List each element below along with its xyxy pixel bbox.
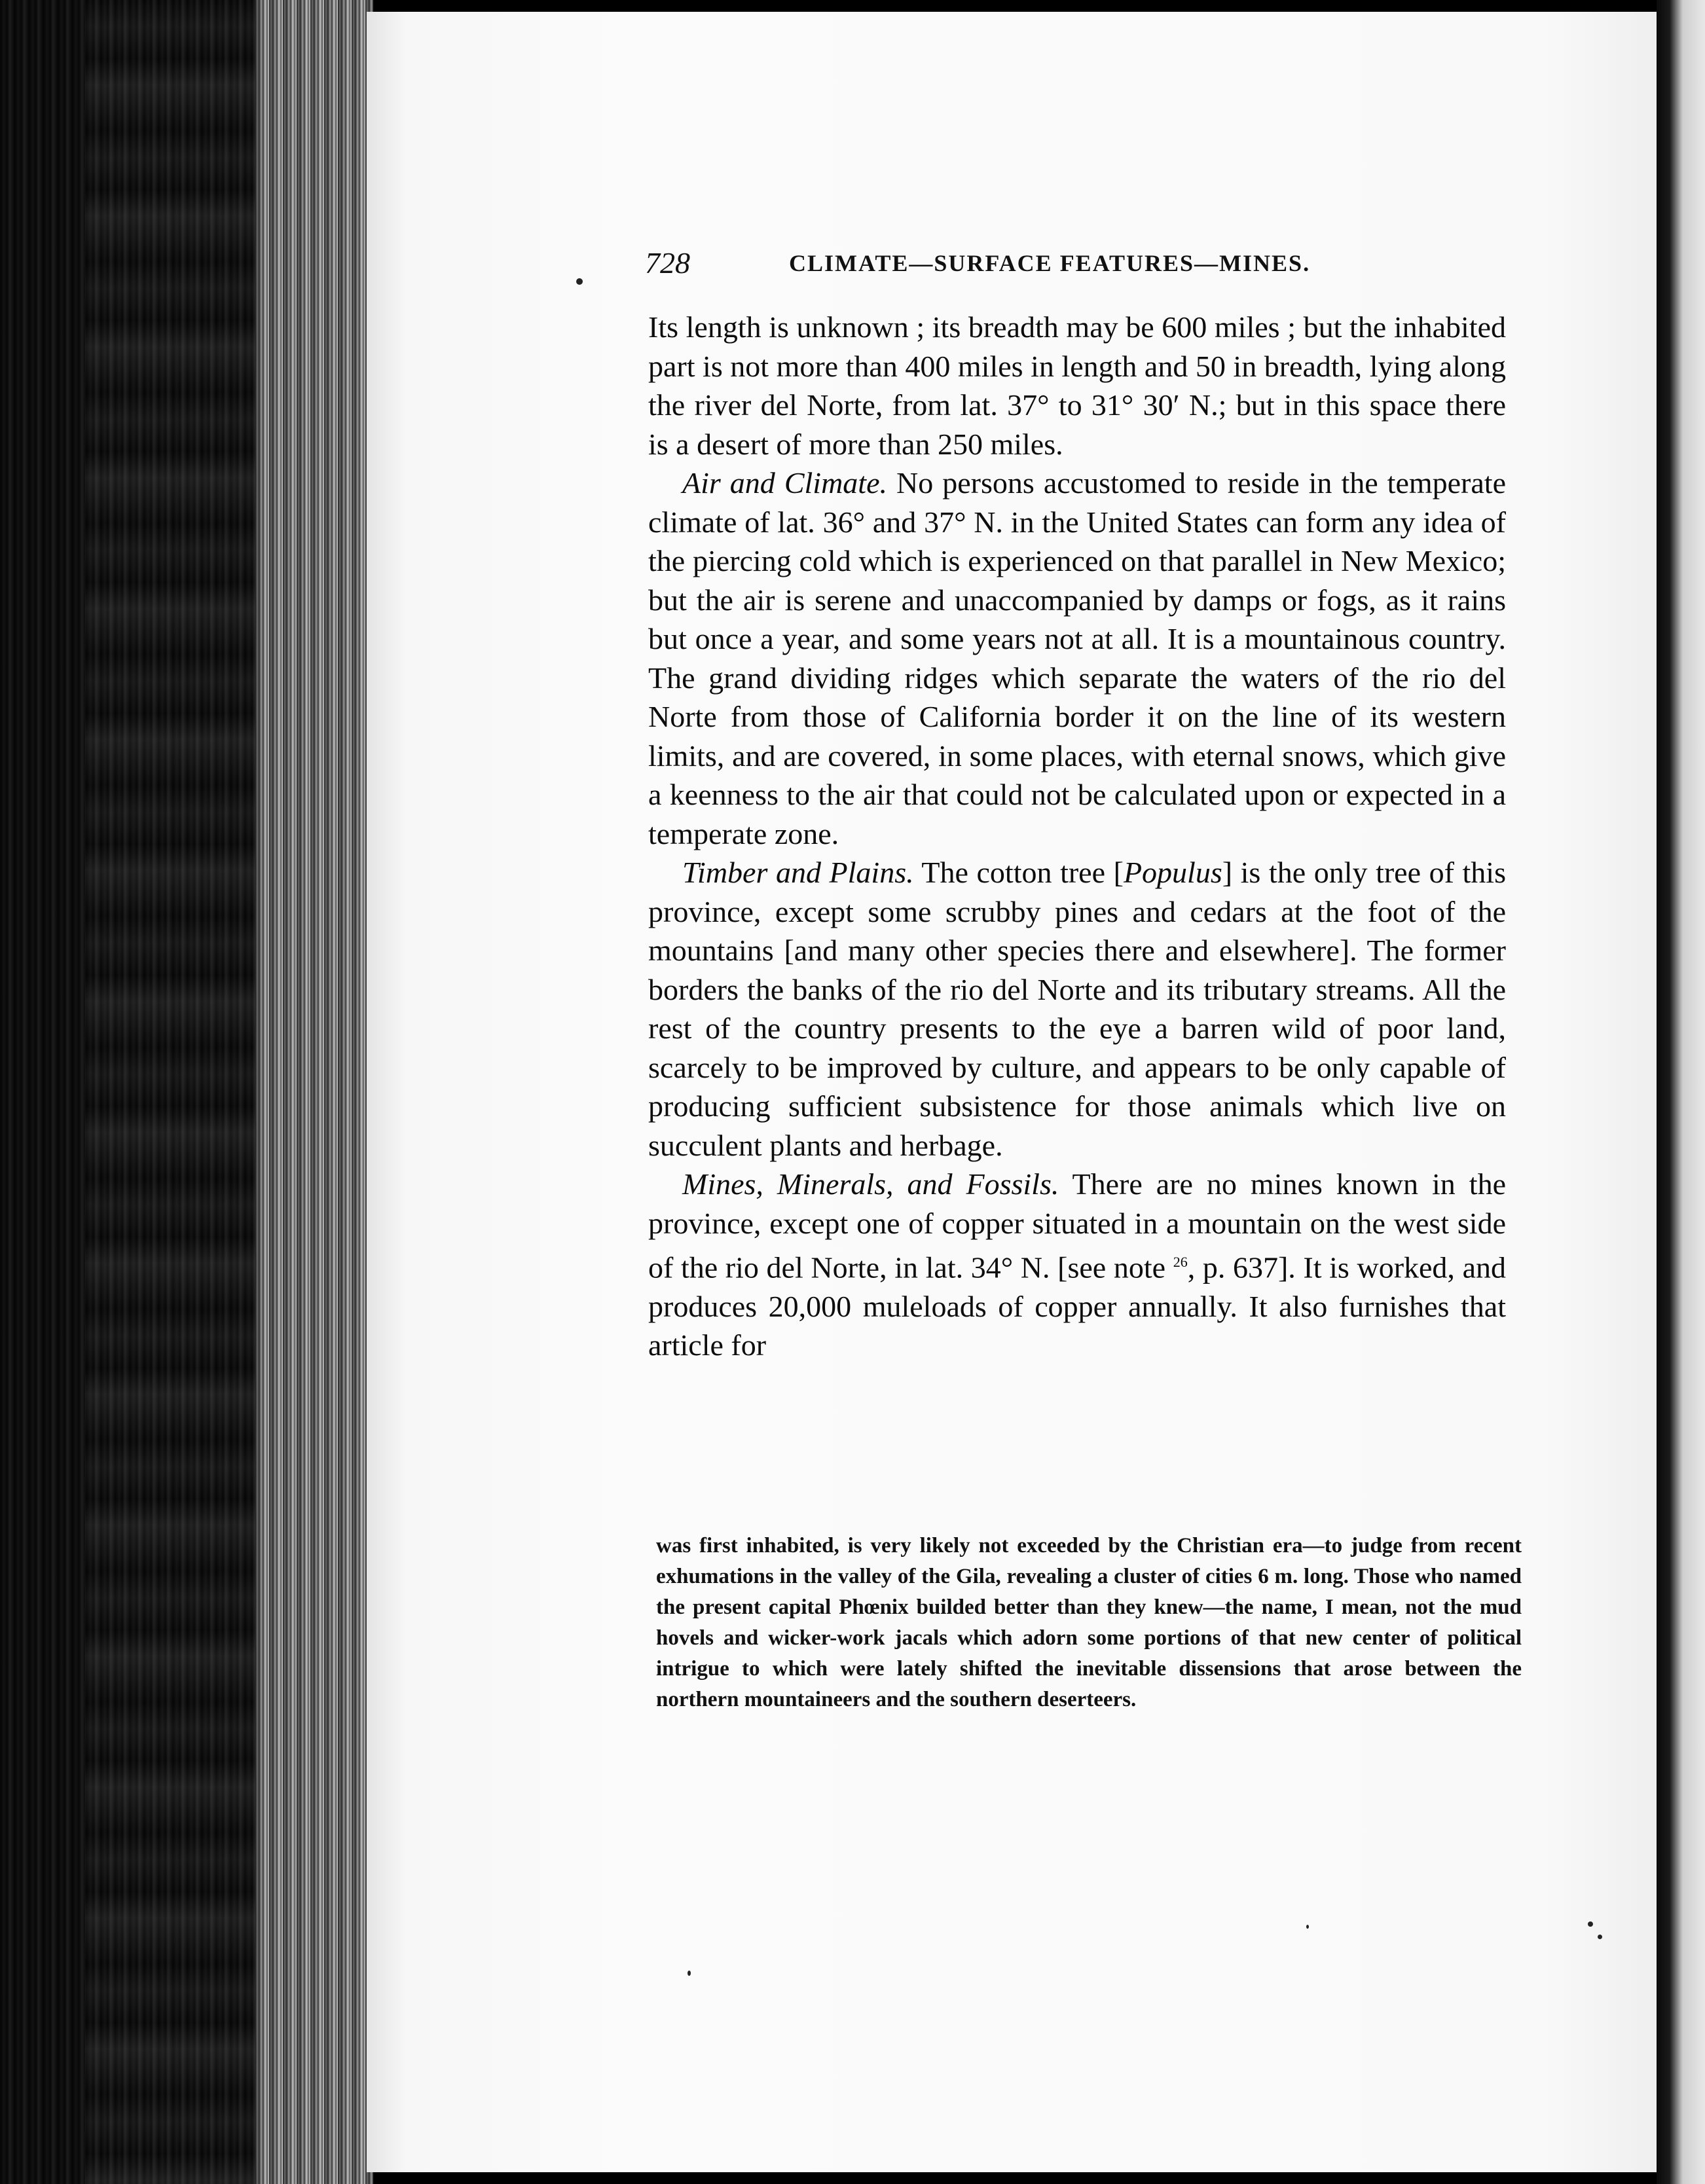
ink-speck <box>1588 1921 1593 1927</box>
binding-texture <box>85 0 255 2184</box>
footnote-text: was first inhabited, is very likely not exceeded by the Christian era—to judge from recent exhumations in the valley of the Gila, revealing a cluster of cities 6 m. long. Those who named the present capital Phœnix builded better than they knew—the name, I mean, not the mud hovels and wicker-work jacals which adorn some portions of that new center of political intrigue to which were lately shifted the inevitable dissensions that arose between the northern mountaineers and the southern deserteers. <box>656 1534 1522 1711</box>
footnote <box>656 1531 1522 1715</box>
right-page-edge <box>1657 0 1705 2184</box>
section-heading-air-and-climate: Air and Climate. <box>682 466 887 500</box>
paragraph-mines-minerals-fossils <box>648 1165 1506 1365</box>
page-number: 728 <box>645 246 690 280</box>
note-reference: 26 <box>1173 1254 1188 1270</box>
ink-speck <box>688 1971 691 1976</box>
paragraph-mines-text-b: , p. 637]. It is worked, and produces 20,000 muleloads of copper annually. It also furnishes that article for <box>648 1250 1506 1362</box>
page-header <box>645 246 1391 285</box>
ink-speck <box>1598 1935 1602 1939</box>
paragraph-mines-text-a: There are no mines known in the province, except one of copper situated in a mountain on the west side of the rio del Norte, in lat. 34° N. [see note <box>648 1167 1506 1284</box>
body-text <box>648 308 1506 1365</box>
ink-speck <box>576 278 583 285</box>
paragraph-air-and-climate-text: No persons accustomed to reside in the temperate climate of lat. 36° and 37° N. in the United States can form any idea of the piercing cold which is experienced on that parallel in New Mexico; but the air is serene and unaccompanied by damps or fogs, as it rains but once a year, and some years not at all. It is a mountainous country. The grand dividing ridges which separate the waters of the rio del Norte from those of California border it on the line of its western limits, and are covered, in some places, with eternal snows, which give a keenness to the air that could not be calculated upon or expected in a temperate zone. <box>648 466 1506 850</box>
latin-name-populus: Populus <box>1123 856 1222 889</box>
paragraph-1-text: Its length is unknown ; its breadth may be 600 miles ; but the inhabited part is not more than 400 miles in length and 50 in breadth, lying along the river del Norte, from lat. 37° to 31° 30′ N.; but in this space there is a desert of more than 250 miles. <box>648 310 1506 461</box>
ink-speck <box>1306 1925 1309 1929</box>
section-heading-timber-and-plains: Timber and Plains. <box>682 856 914 889</box>
section-heading-mines-minerals-fossils: Mines, Minerals, and Fossils. <box>682 1167 1059 1201</box>
paragraph-1 <box>648 308 1506 464</box>
paragraph-air-and-climate <box>648 464 1506 853</box>
paragraph-timber-and-plains <box>648 853 1506 1165</box>
running-title: CLIMATE—SURFACE FEATURES—MINES. <box>789 250 1311 276</box>
page-edges <box>255 0 373 2184</box>
paragraph-timber-text-b: ] is the only tree of this province, except some scrubby pines and cedars at the foot of the mountains [and many other species there and elsewhere]. The former borders the banks of the rio del Norte and its tributary streams. All the rest of the country presents to the eye a barren wild of poor land, scarcely to be improved by culture, and appears to be only capable of producing sufficient subsistence for those animals which live on succulent plants and herbage. <box>648 856 1506 1162</box>
paragraph-timber-text-a: The cotton tree [ <box>913 856 1124 889</box>
